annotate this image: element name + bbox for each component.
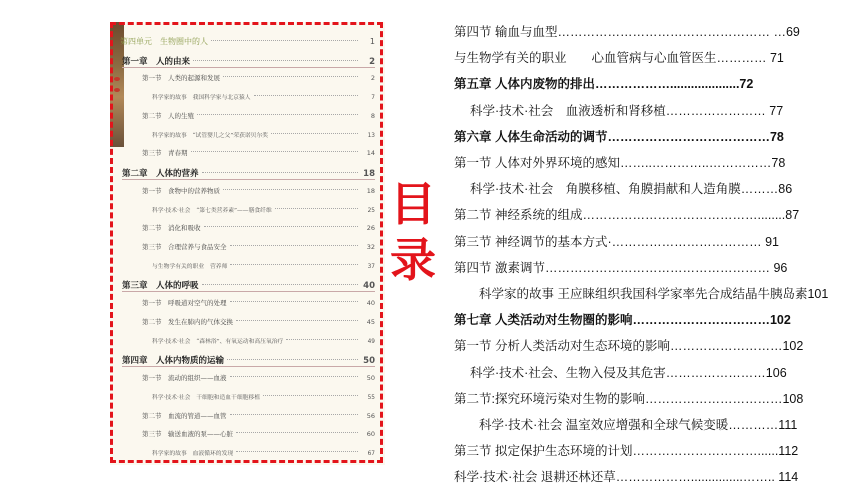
entry-page: 50 [363,356,375,367]
entry-page: 26 [366,224,375,233]
entry-title: 第三节 输送血液的泵——心脏 [142,430,233,439]
section-entry: 科学·技术·社会 退耕还林还草………………...............…….. 114 [454,470,799,485]
entry-page: 18 [366,186,375,195]
section-entry: 与生物学有关的职业 心血管病与心血管医生………… 71 [454,51,784,66]
entry-title: 与生物学有关的职业 营养师 [152,263,228,270]
chapter-entry: 第七章 人类活动对生物圈的影响……………………………102 [454,313,791,328]
entry-title: 第一节 食物中的营养物质 [142,186,220,195]
chapter-entry: 第六章 人体生命活动的调节…………………………………78 [454,129,784,144]
section-entry: 科学·技术·社会 角膜移植、角膜捐献和人造角膜………86 [454,182,793,197]
entry-title: 第二节 血流的管道——血管 [142,411,227,420]
entry-page: 40 [363,281,375,292]
entry-title: 第二节 消化和吸收 [142,224,201,233]
entry-page: 13 [367,132,375,139]
entry-page: 45 [366,317,375,326]
entry-page: 67 [367,451,375,457]
entry-title: 第三节 合理营养与食品安全 [142,243,227,251]
entry-page: 60 [366,430,375,439]
entry-title: 科学家的故事 “试管婴儿之父”荣获诺贝尔奖 [152,132,269,139]
entry-title: 第二节 发生在肺内的气体交换 [142,317,233,326]
page-title [386,176,440,288]
entry-title: 第一节 人类的起源和发展 [142,74,220,83]
entry-page: 50 [366,374,375,383]
entry-title: 第一章 人的由来 [122,56,191,67]
section-entry: 科学·技术·社会 温室效应增强和全球气候变暖…………111 [454,418,798,432]
section-entry: 第四节 激素调节……………………………………………… 96 [454,260,788,275]
entry-title: 科学·技术·社会 干细胞和造血干细胞移植 [152,394,261,401]
entry-page: 37 [367,263,375,270]
entry-title: 科学家的故事 血液循环的发现 [152,451,234,457]
entry-page: 56 [366,411,375,420]
entry-title: 第三章 人体的呼吸 [122,281,199,292]
section-entry: 第一节 分析人类活动对生态环境的影响………………………102 [454,339,804,354]
section-entry: 第二节 神经系统的组成……………………………………........87 [454,208,800,223]
entry-title: 科学家的故事 我国科学家与北京猿人 [152,95,251,102]
entry-page: 40 [366,299,375,308]
highlight-frame [110,22,383,463]
section-entry: 第二节:探究环境污染对生物的影响……………………………108 [454,391,804,406]
entry-title: 科学·技术·社会 “第七类营养素”——膳食纤维 [152,207,272,214]
entry-title: 第三节 青春期 [142,149,188,158]
entry-page: 18 [363,169,375,180]
entry-page: 32 [366,243,375,251]
section-entry: 科学·技术·社会、生物入侵及其危害……………………106 [454,365,787,380]
entry-page: 55 [367,394,375,401]
title-char-1: 目 [390,177,436,231]
entry-title: 第四章 人体内物质的运输 [122,356,225,367]
entry-page: 14 [366,149,375,158]
entry-page: 49 [367,338,375,345]
entry-title: 第一节 呼吸道对空气的处理 [142,299,227,308]
entry-page: 7 [371,95,375,102]
section-entry: 科学家的故事 王应睐组织我国科学家率先合成结晶牛胰岛素101 [454,287,829,301]
entry-page: 2 [370,74,375,83]
entry-page: 25 [367,207,375,214]
entry-page: 2 [369,56,375,67]
entry-title: 第二节 人的生殖 [142,111,194,120]
entry-title: 第二章 人体的营养 [122,169,199,180]
section-entry: 第四节 输血与血型…………………………………………… …69 [454,25,800,39]
entry-title: 第一节 流动的组织——血液 [142,374,227,383]
entry-page: 1 [369,37,375,46]
entry-title: 科学·技术·社会 “森林浴”、有氧运动和高压氧治疗 [152,338,284,345]
section-entry: 第三节 神经调节的基本方式·……………………………… 91 [454,234,780,249]
entry-page: 8 [370,111,375,120]
section-entry: 第一节 人体对外界环境的感知……..…………..……………78 [454,156,786,170]
section-entry: 第三节 拟定保护生态环境的计划…………………………......112 [454,444,799,459]
chapter-entry: 第五章 人体内废物的排出………………....................72 [454,77,754,92]
entry-title: 第四单元 生物圈中的人 [120,37,208,46]
title-char-2: 录 [390,233,436,287]
section-entry: 科学·技术·社会 血液透析和肾移植…………………… 77 [454,103,784,118]
